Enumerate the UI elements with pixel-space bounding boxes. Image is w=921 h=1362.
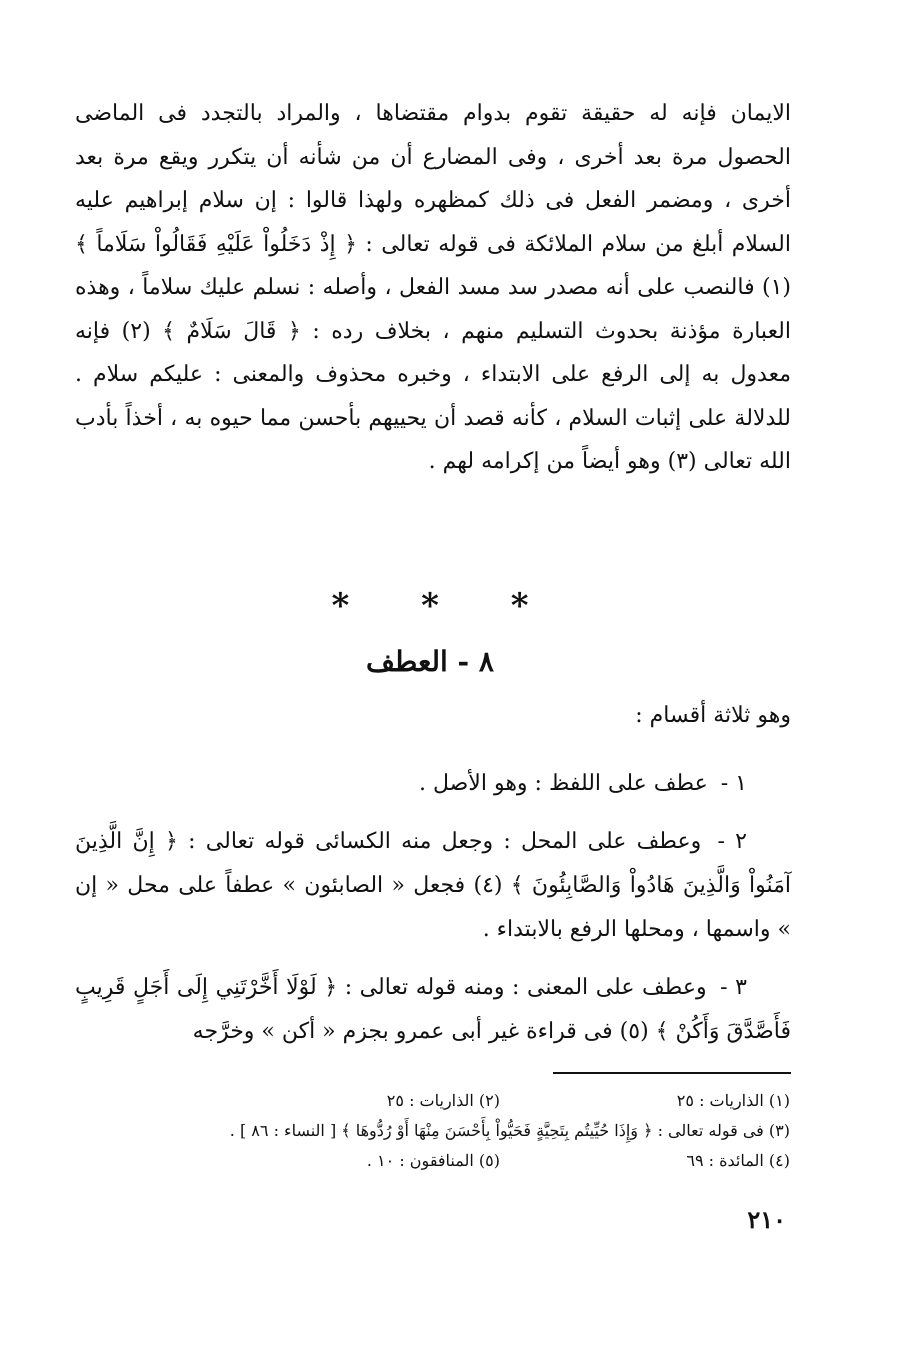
list-item-number: ٢ - <box>717 829 747 854</box>
page-number: ٢١٠ <box>747 1205 786 1234</box>
list-item-text: وعطف على المعنى : ومنه قوله تعالى : ﴿ لَوْلَا أَخَّرْتَنِي إِلَى أَجَلٍ قَرِيبٍ فَأَصَّدَّقَ وَأَكُنْ ﴾ (٥) فى قراءة غير أبى عمرو بجزم « أكن » وخرَّجه <box>75 975 791 1044</box>
separator-star: * <box>421 586 439 626</box>
list-item-text: عطف على اللفظ : وهو الأصل . <box>418 771 708 796</box>
footnote-row <box>100 1146 790 1176</box>
list-item <box>75 820 791 952</box>
list-item-number: ١ - <box>720 771 747 796</box>
list-item-number: ٣ - <box>720 975 747 1000</box>
section-separator <box>0 586 860 626</box>
footnote-row <box>100 1086 790 1116</box>
footnote-3: (٣) فى قوله تعالى : ﴿ وَإِذَا حُيِّيتُم بِتَحِيَّةٍ فَحَيُّواْ بِأَحْسَنَ مِنْهَا أَوْ رُدُّوهَا ﴾ [ النساء : ٨٦ ] . <box>229 1121 790 1140</box>
list-item-text: وعطف على المحل : وجعل منه الكسائى قوله تعالى : ﴿ إِنَّ الَّذِينَ آمَنُواْ وَالَّذِينَ هَادُواْ وَالصَّابِئُونَ ﴾ (٤) فجعل « الصابئون » عطفاً على محل « إن » واسمها ، ومحلها الرفع بالابتداء . <box>75 829 791 942</box>
footnote-2: (٢) الذاريات : ٢٥ <box>386 1091 500 1110</box>
footnote-1: (١) الذاريات : ٢٥ <box>676 1091 790 1110</box>
body-paragraph: الايمان فإنه له حقيقة تقوم بدوام مقتضاها ، والمراد بالتجدد فى الماضى الحصول مرة بعد أخرى ، وفى المضارع أن من شأنه أن يتكرر ويقع مرة بعد أخرى ، ومضمر الفعل فى ذلك كمظهره ولهذا قالوا : إن سلام إبراهيم عليه السلام أبلغ من سلام الملائكة فى قوله تعالى : ﴿ إِذْ دَخَلُواْ عَلَيْهِ فَقَالُواْ سَلَاماً ﴾ (١) فالنصب على أنه مصدر سد مسد الفعل ، وأصله : نسلم عليك سلاماً ، وهذه العبارة مؤذنة بحدوث التسليم منهم ، بخلاف رده : ﴿ قَالَ سَلَامٌ ﴾ (٢) فإنه معدول به إلى الرفع على الابتداء ، وخبره محذوف والمعنى : عليكم سلام . للدلالة على إثبات السلام ، كأنه قصد أن يحييهم بأحسن مما حيوه به ، أخذاً بأدب الله تعالى (٣) وهو أيضاً من إكرامه لهم . <box>75 101 791 474</box>
section-intro: وهو ثلاثة أقسام : <box>635 703 791 728</box>
separator-star: * <box>331 586 350 626</box>
footnotes <box>100 1086 790 1176</box>
separator-star: * <box>510 586 529 626</box>
section-items <box>75 762 791 1068</box>
section-title: ٨ - العطف <box>366 645 494 678</box>
footnote-row <box>100 1116 790 1146</box>
body-text <box>75 92 791 484</box>
list-item <box>75 966 791 1054</box>
footnote-5: (٥) المنافقون : ١٠ . <box>366 1151 500 1170</box>
footnote-divider <box>553 1072 791 1074</box>
list-item <box>75 762 791 806</box>
footnote-4: (٤) المائدة : ٦٩ <box>686 1151 790 1170</box>
